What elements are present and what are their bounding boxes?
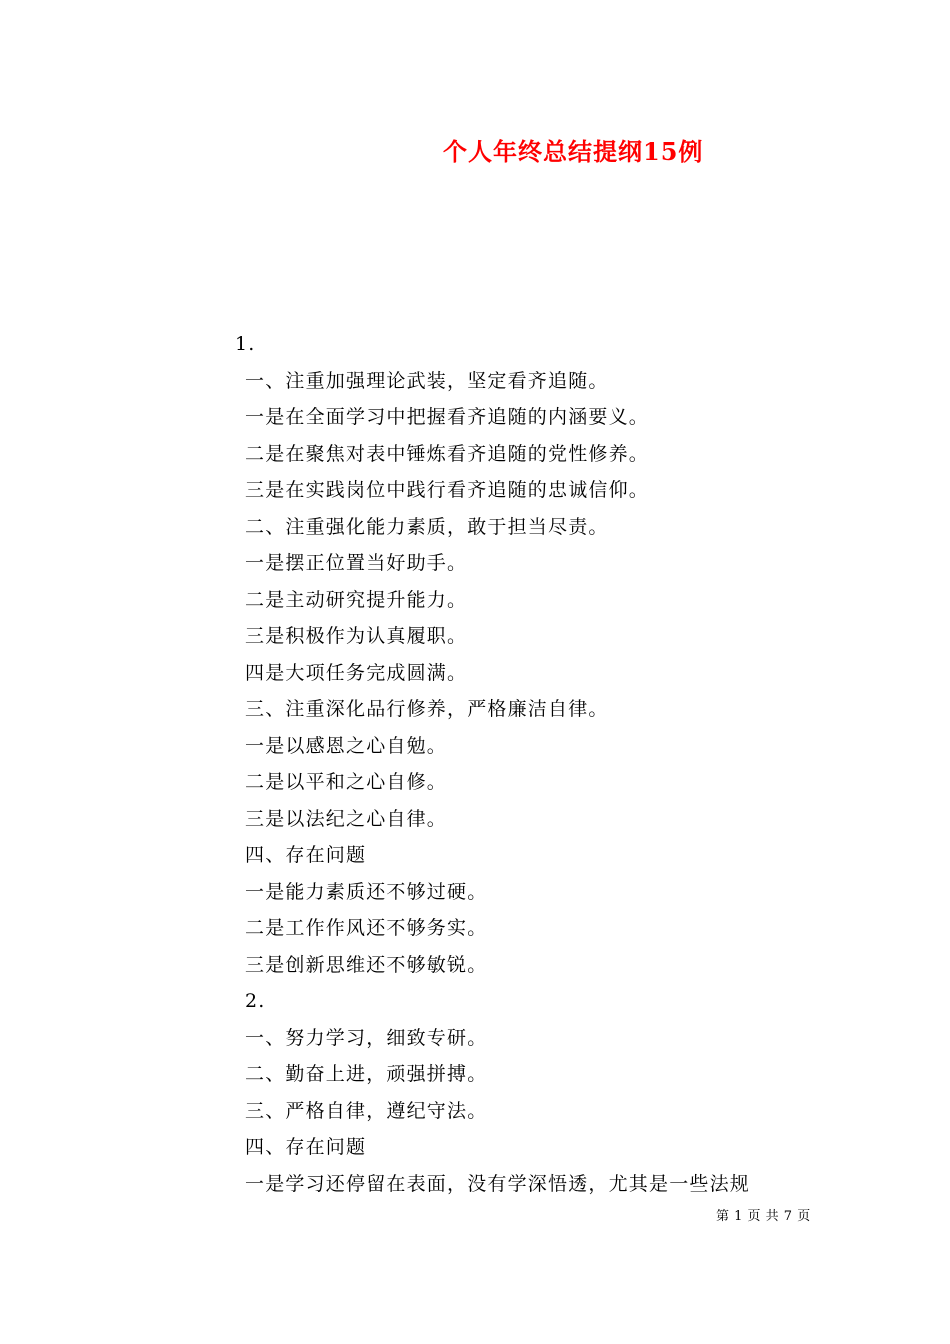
body-line: 三是以法纪之心自律。 [245,807,448,830]
document-body [235,326,825,1202]
body-line: 一是在全面学习中把握看齐追随的内涵要义。 [245,406,650,428]
body-line: 二是在聚焦对表中锤炼看齐追随的党性修养。 [245,442,650,465]
body-line: 四是大项任务完成圆满。 [245,661,468,684]
body-line: 二是主动研究提升能力。 [245,588,468,611]
body-line: 三是创新思维还不够敏锐。 [245,953,488,976]
heading-line: 三、注重深化品行修养，严格廉洁自律。 [245,698,609,720]
heading-line: 三、严格自律，遵纪守法。 [245,1099,488,1122]
section-number: 2. [245,990,266,1012]
heading-line: 二、注重强化能力素质，敢于担当尽责。 [245,515,609,538]
body-line: 三是积极作为认真履职。 [245,625,468,647]
section-number: 1. [235,333,256,355]
body-line: 一是以感恩之心自勉。 [245,734,448,757]
body-line: 二是工作作风还不够务实。 [245,917,488,939]
body-line: 二是以平和之心自修。 [245,771,448,793]
heading-line: 一、注重加强理论武装，坚定看齐追随。 [245,369,609,392]
heading-line: 一、努力学习，细致专研。 [245,1026,488,1049]
body-line: 一是能力素质还不够过硬。 [245,880,488,903]
body-line: 一是摆正位置当好助手。 [245,552,468,574]
heading-line: 四、存在问题 [245,1136,367,1158]
body-line: 三是在实践岗位中践行看齐追随的忠诚信仰。 [245,479,650,501]
page-footer: 第 1 页 共 7 页 [716,1209,811,1224]
heading-line: 二、勤奋上进，顽强拼搏。 [245,1063,488,1085]
heading-line: 四、存在问题 [245,844,367,866]
document-title: 个人年终总结提纲15例 [443,137,704,166]
body-line: 一是学习还停留在表面，没有学深悟透，尤其是一些法规 [245,1172,751,1195]
